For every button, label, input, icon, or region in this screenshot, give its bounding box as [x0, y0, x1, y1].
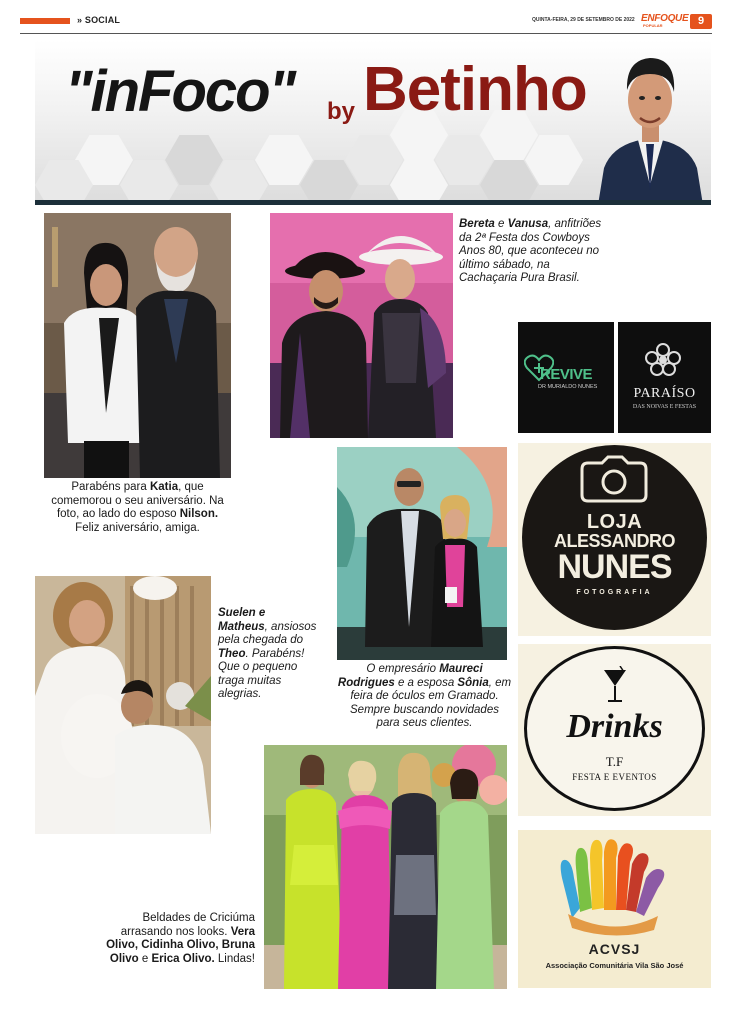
ad-loja-line4: FOTOGRAFIA — [576, 589, 653, 596]
hands-icon — [554, 838, 676, 938]
ad-revive-name: REVIVE — [540, 366, 593, 383]
rose-icon — [640, 336, 686, 380]
ad-acvsj[interactable] — [518, 830, 711, 988]
photo-katia-nilson — [44, 213, 231, 478]
ad-drinks-name: Drinks — [566, 708, 663, 745]
ad-loja-line2: ALESSANDRO — [553, 531, 675, 551]
page-header — [0, 0, 745, 34]
banner-title-betinho: Betinho — [363, 55, 587, 124]
ad-paraiso-name: PARAÍSO — [633, 386, 696, 401]
banner-title-by: by — [327, 98, 356, 125]
header-divider — [20, 33, 712, 34]
caption-bereta: Bereta e Vanusa, anfitriões da 2ª Festa dos Cowboys Anos 80, que aconteceu no último sábado, na Cachaçaria Pura Brasil. — [459, 218, 602, 284]
cocktail-glass-icon — [602, 666, 628, 706]
ad-acvsj-name: ACVSJ — [588, 941, 641, 957]
photo-suelen-matheus — [35, 576, 211, 834]
ad-loja-alessandro-nunes[interactable] — [518, 443, 711, 636]
caption-suelen: Suelen e Matheus, ansiosos pela chegada do Theo. Parabéns! Que o pequeno traga muitas alegrias. — [218, 607, 317, 700]
ad-drinks-tf: T.F — [605, 754, 624, 769]
photo-olivo-family — [264, 745, 507, 989]
page-number: 9 — [690, 14, 712, 29]
brand-logo-sub: POPULAR — [643, 23, 663, 28]
ad-drinks-sub: FESTA E EVENTOS — [572, 772, 657, 782]
photo-bereta-vanusa — [270, 213, 453, 438]
camera-icon — [574, 455, 654, 505]
ad-acvsj-sub: Associação Comunitária Vila São José — [545, 961, 684, 970]
ad-drinks[interactable] — [518, 644, 711, 816]
ad-paraiso-sub: DAS NOIVAS E FESTAS — [632, 404, 697, 410]
caption-maureci: O empresário Maureci Rodrigues e a esposa Sônia, em feira de óculos em Gramado. Sempre buscando novidades para seus clientes. — [337, 663, 512, 729]
ad-paraiso[interactable] — [618, 322, 711, 433]
section-label: » SOCIAL — [77, 15, 121, 25]
ad-revive-sub: DR MURIALDO NUNES — [538, 384, 598, 390]
issue-date: QUINTA-FEIRA, 29 DE SETEMBRO DE 2022 — [532, 17, 635, 23]
ad-loja-line3: NUNES — [557, 548, 672, 586]
caption-katia: Parabéns para Katia, que comemorou o seu aniversário. Na foto, ao lado do esposo Nilson. Feliz aniversário, amiga. — [51, 481, 224, 534]
banner-bottom-bar — [35, 200, 711, 205]
ad-revive[interactable] — [518, 322, 614, 433]
columnist-portrait — [590, 40, 711, 205]
caption-beldades: Beldades de Criciúma arrasando nos looks. Vera Olivo, Cidinha Olivo, Bruna Olivo e Erica Olivo. Lindas! — [106, 912, 255, 965]
column-banner — [35, 40, 711, 205]
brand-logo: ENFOQUE — [641, 13, 689, 24]
photo-maureci-sonia — [337, 447, 507, 660]
banner-title-infoco: "inFoco" — [65, 59, 295, 124]
ad-loja-line1: LOJA — [586, 511, 643, 533]
header-accent-bar — [20, 18, 70, 24]
